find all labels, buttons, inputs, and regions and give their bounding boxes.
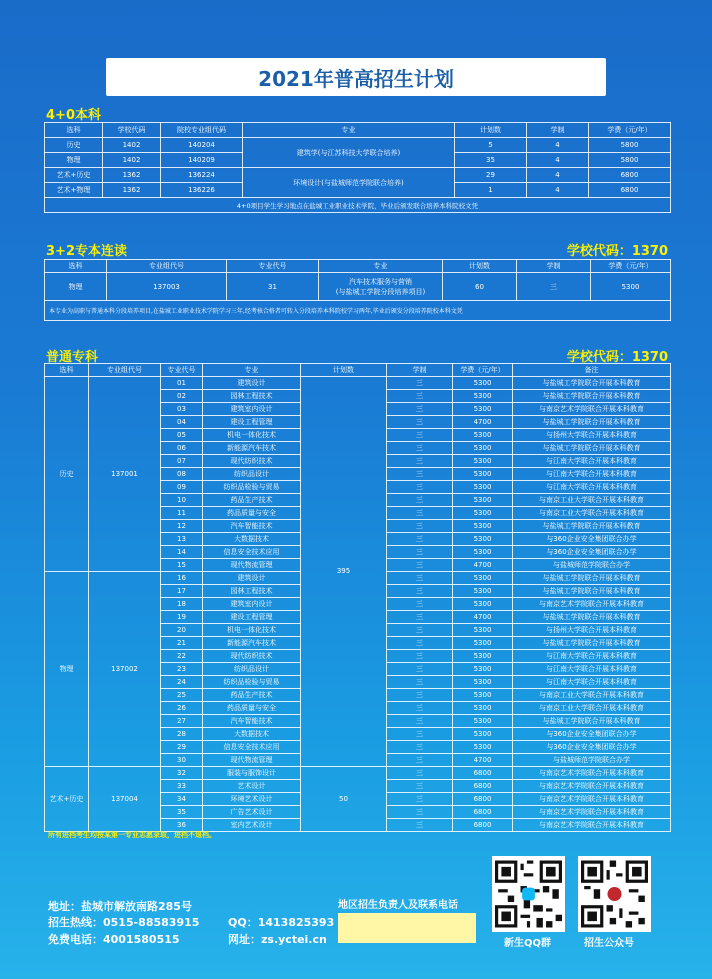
duration-cell: 三 — [387, 390, 453, 403]
remark-cell: 与江南大学联合开展本科教育 — [513, 676, 671, 689]
tuition-cell: 4700 — [453, 611, 513, 624]
tuition-cell: 5300 — [453, 728, 513, 741]
tuition-cell: 4700 — [453, 559, 513, 572]
table-cell: 1362 — [103, 183, 161, 198]
table-header-row — [45, 364, 671, 377]
table-header-row — [45, 260, 671, 273]
remark-cell: 与南京艺术学院联合开展本科教育 — [513, 780, 671, 793]
table-cell: 4 — [527, 183, 589, 198]
major-name-cell: 广告艺术设计 — [203, 806, 301, 819]
tuition-cell: 5300 — [453, 650, 513, 663]
major-name: 汽车技术服务与营销 — [349, 277, 412, 286]
duration-cell: 三 — [387, 611, 453, 624]
remark-cell: 与盐城工学院联合开展本科教育 — [513, 585, 671, 598]
major-code-cell: 23 — [161, 663, 203, 676]
major-code-cell: 32 — [161, 767, 203, 780]
page-title: 2021年普高招生计划 — [258, 66, 454, 91]
table-cell: 60 — [443, 273, 517, 301]
qr-code-icon — [495, 859, 562, 929]
subject-cell: 历史 — [45, 377, 89, 572]
table-cell: 5300 — [591, 273, 671, 301]
major-code-cell: 19 — [161, 611, 203, 624]
duration-cell: 三 — [387, 416, 453, 429]
tuition-cell: 5300 — [453, 598, 513, 611]
section2-header — [46, 240, 668, 259]
remark-cell: 与盐城工学院联合开展本科教育 — [513, 611, 671, 624]
column-header: 学校代码 — [103, 123, 161, 138]
major-code-cell: 20 — [161, 624, 203, 637]
duration-cell: 三 — [387, 624, 453, 637]
major-code-cell: 18 — [161, 598, 203, 611]
major-name-cell: 汽车智能技术 — [203, 715, 301, 728]
major-name-cell: 纺织品设计 — [203, 468, 301, 481]
duration-cell: 三 — [387, 507, 453, 520]
column-header: 学制 — [517, 260, 591, 273]
tuition-cell: 5300 — [453, 689, 513, 702]
duration-cell: 三 — [387, 481, 453, 494]
tuition-cell: 5300 — [453, 585, 513, 598]
major-name-cell: 药品生产技术 — [203, 494, 301, 507]
column-header: 计划数 — [301, 364, 387, 377]
table-cell: 建筑学(与江苏科技大学联合培养) — [243, 138, 455, 168]
column-header: 专业 — [243, 123, 455, 138]
duration-cell: 三 — [387, 559, 453, 572]
duration-cell: 三 — [387, 546, 453, 559]
subject-cell: 物理 — [45, 572, 89, 767]
duration-cell: 三 — [387, 715, 453, 728]
tuition-cell: 5300 — [453, 533, 513, 546]
major-name-cell: 艺术设计 — [203, 780, 301, 793]
remark-cell: 与扬州大学联合开展本科教育 — [513, 429, 671, 442]
major-name-cell: 药品质量与安全 — [203, 702, 301, 715]
duration-cell: 三 — [387, 494, 453, 507]
column-header: 学制 — [387, 364, 453, 377]
tuition-cell: 5300 — [453, 702, 513, 715]
major-name-cell: 建设工程管理 — [203, 416, 301, 429]
major-name-cell: 药品质量与安全 — [203, 507, 301, 520]
remark-cell: 与南京艺术学院联合开展本科教育 — [513, 767, 671, 780]
major-code-cell: 08 — [161, 468, 203, 481]
tuition-cell: 5300 — [453, 624, 513, 637]
tuition-cell: 5300 — [453, 546, 513, 559]
section1-title: 4+0本科 — [46, 108, 101, 123]
major-code-cell: 11 — [161, 507, 203, 520]
regional-contact-title: 地区招生负责人及联系电话 — [338, 900, 458, 911]
duration-cell: 三 — [387, 520, 453, 533]
section3-title: 普通专科 — [46, 350, 99, 365]
free-call-text: 免费电话：4001580515 — [48, 933, 180, 946]
table-note-row — [45, 301, 671, 321]
tuition-cell: 5300 — [453, 468, 513, 481]
duration-cell: 三 — [387, 702, 453, 715]
tuition-cell: 5300 — [453, 494, 513, 507]
tuition-cell: 6800 — [453, 780, 513, 793]
duration-cell: 三 — [387, 637, 453, 650]
remark-cell: 与南京工业大学联合开展本科教育 — [513, 702, 671, 715]
major-code-cell: 03 — [161, 403, 203, 416]
duration-cell: 三 — [387, 598, 453, 611]
table-cell — [319, 273, 443, 301]
tuition-cell: 5300 — [453, 390, 513, 403]
tuition-cell: 5300 — [453, 572, 513, 585]
table-cell: 艺术+历史 — [45, 168, 103, 183]
duration-cell: 三 — [387, 741, 453, 754]
remark-cell: 与南京艺术学院联合开展本科教育 — [513, 819, 671, 832]
qr-code-icon — [581, 859, 648, 929]
group-code-cell: 137004 — [89, 767, 161, 832]
tuition-cell: 5300 — [453, 676, 513, 689]
major-code-cell: 36 — [161, 819, 203, 832]
subject-cell: 艺术+历史 — [45, 767, 89, 832]
tuition-cell: 5300 — [453, 455, 513, 468]
table-cell: 136224 — [161, 168, 243, 183]
column-header: 学费（元/年） — [589, 123, 671, 138]
major-code-cell: 17 — [161, 585, 203, 598]
remark-cell: 与盐城工学院联合开展本科教育 — [513, 416, 671, 429]
table-cell: 140209 — [161, 153, 243, 168]
major-code-cell: 28 — [161, 728, 203, 741]
major-name-cell: 药品生产技术 — [203, 689, 301, 702]
table-row — [45, 168, 671, 183]
table-cell: 31 — [227, 273, 319, 301]
remark-cell: 与江南大学联合开展本科教育 — [513, 481, 671, 494]
table-header-row — [45, 123, 671, 138]
table-cell: 1402 — [103, 153, 161, 168]
major-code-cell: 15 — [161, 559, 203, 572]
table-cell: 29 — [455, 168, 527, 183]
remark-cell: 与盐城工学院联合开展本科教育 — [513, 442, 671, 455]
major-note: (与盐城工学院分段培养项目) — [335, 287, 426, 296]
tuition-cell: 5300 — [453, 403, 513, 416]
qq-text: QQ：1413825393 — [228, 916, 335, 929]
duration-cell: 三 — [387, 377, 453, 390]
plan-count-cell: 50 — [301, 767, 387, 832]
major-code-cell: 21 — [161, 637, 203, 650]
major-code-cell: 34 — [161, 793, 203, 806]
major-code-cell: 13 — [161, 533, 203, 546]
major-name-cell: 机电一体化技术 — [203, 624, 301, 637]
major-name-cell: 现代物流管理 — [203, 754, 301, 767]
tuition-cell: 5300 — [453, 442, 513, 455]
title-banner — [106, 58, 606, 96]
table-cell: 140204 — [161, 138, 243, 153]
remark-cell: 与盐城工学院联合开展本科教育 — [513, 637, 671, 650]
major-code-cell: 01 — [161, 377, 203, 390]
remark-cell: 与南京艺术学院联合开展本科教育 — [513, 598, 671, 611]
table-cell: 环境设计(与盐城师范学院联合培养) — [243, 168, 455, 198]
table-row — [45, 767, 671, 780]
tuition-cell: 6800 — [453, 793, 513, 806]
remark-cell: 与江南大学联合开展本科教育 — [513, 650, 671, 663]
table-row — [45, 273, 671, 301]
duration-cell: 三 — [387, 676, 453, 689]
table-cell: 4 — [527, 153, 589, 168]
remark-cell: 与盐城工学院联合开展本科教育 — [513, 520, 671, 533]
duration-cell: 三 — [387, 754, 453, 767]
major-name-cell: 新能源汽车技术 — [203, 442, 301, 455]
major-code-cell: 02 — [161, 390, 203, 403]
plan-count-cell: 395 — [301, 377, 387, 767]
column-header: 专业代号 — [161, 364, 203, 377]
qq-group-label: 新生QQ群 — [504, 938, 552, 949]
major-name-cell: 建筑室内设计 — [203, 598, 301, 611]
hotline-text: 招生热线：0515-88583915 — [48, 916, 200, 929]
table-cell: 137003 — [107, 273, 227, 301]
major-code-cell: 04 — [161, 416, 203, 429]
major-code-cell: 24 — [161, 676, 203, 689]
major-name-cell: 信息安全技术应用 — [203, 546, 301, 559]
table-cell: 5800 — [589, 153, 671, 168]
table-cell: 1402 — [103, 138, 161, 153]
duration-cell: 三 — [387, 689, 453, 702]
tuition-cell: 6800 — [453, 819, 513, 832]
column-header: 计划数 — [455, 123, 527, 138]
remark-cell: 与南京艺术学院联合开展本科教育 — [513, 793, 671, 806]
duration-cell: 三 — [387, 728, 453, 741]
duration-cell: 三 — [387, 806, 453, 819]
major-name-cell: 汽车智能技术 — [203, 520, 301, 533]
column-header: 专业 — [319, 260, 443, 273]
duration-cell: 三 — [387, 793, 453, 806]
remark-cell: 与江南大学联合开展本科教育 — [513, 663, 671, 676]
wechat-account-label: 招生公众号 — [584, 938, 634, 949]
column-header: 专业组代号 — [107, 260, 227, 273]
remark-cell: 与南京艺术学院联合开展本科教育 — [513, 403, 671, 416]
duration-cell: 三 — [387, 663, 453, 676]
section2-note: 本专业为高职与普通本科分段培养项目,在盐城工业职业技术学院学习三年,经考核合格者可转入分段培养本科院校学习两年,毕业后颁发分段培养院校本科文凭 — [45, 301, 671, 321]
group-code-cell: 137001 — [89, 377, 161, 572]
remark-cell: 与盐城工学院联合开展本科教育 — [513, 572, 671, 585]
remark-cell: 与江南大学联合开展本科教育 — [513, 455, 671, 468]
table-cell: 6800 — [589, 168, 671, 183]
table-cell: 6800 — [589, 183, 671, 198]
tuition-cell: 6800 — [453, 767, 513, 780]
major-code-cell: 35 — [161, 806, 203, 819]
tuition-cell: 5300 — [453, 663, 513, 676]
major-code-cell: 07 — [161, 455, 203, 468]
remark-cell: 与360企业安全集团联合办学 — [513, 533, 671, 546]
table-cell: 历史 — [45, 138, 103, 153]
wechat-account-qr-code — [578, 856, 651, 932]
section2-table — [44, 259, 671, 321]
address-text: 地址：盐城市解放南路285号 — [48, 900, 192, 913]
table-cell: 4 — [527, 168, 589, 183]
major-code-cell: 14 — [161, 546, 203, 559]
table-cell: 5 — [455, 138, 527, 153]
section1-header — [46, 104, 668, 123]
duration-cell: 三 — [387, 442, 453, 455]
table-cell: 物理 — [45, 273, 107, 301]
major-code-cell: 09 — [161, 481, 203, 494]
remark-cell: 与江南大学联合开展本科教育 — [513, 468, 671, 481]
section2-title: 3+2专本连读 — [46, 244, 127, 259]
column-header: 选科 — [45, 123, 103, 138]
section3-table — [44, 363, 671, 832]
major-name-cell: 园林工程技术 — [203, 390, 301, 403]
group-code-cell: 137002 — [89, 572, 161, 767]
major-code-cell: 10 — [161, 494, 203, 507]
major-name-cell: 建筑设计 — [203, 377, 301, 390]
major-name-cell: 新能源汽车技术 — [203, 637, 301, 650]
major-name-cell: 纺织品设计 — [203, 663, 301, 676]
major-code-cell: 22 — [161, 650, 203, 663]
section2-school-code: 学校代码：1370 — [566, 244, 668, 259]
major-name-cell: 纺织品检验与贸易 — [203, 481, 301, 494]
duration-cell: 三 — [387, 585, 453, 598]
major-code-cell: 16 — [161, 572, 203, 585]
column-header: 专业组代号 — [89, 364, 161, 377]
remark-cell: 与盐城工学院联合开展本科教育 — [513, 715, 671, 728]
major-code-cell: 25 — [161, 689, 203, 702]
remark-cell: 与360企业安全集团联合办学 — [513, 546, 671, 559]
table-cell: 物理 — [45, 153, 103, 168]
major-name-cell: 信息安全技术应用 — [203, 741, 301, 754]
tuition-cell: 6800 — [453, 806, 513, 819]
table-cell: 4 — [527, 138, 589, 153]
tuition-cell: 5300 — [453, 377, 513, 390]
remark-cell: 与盐城师范学院联合办学 — [513, 754, 671, 767]
table-cell: 1 — [455, 183, 527, 198]
tuition-cell: 5300 — [453, 741, 513, 754]
website-link[interactable]: 网址：zs.yctei.cn — [228, 933, 327, 946]
qq-group-qr-code — [492, 856, 565, 932]
remark-cell: 与盐城工学院联合开展本科教育 — [513, 390, 671, 403]
table-cell: 136226 — [161, 183, 243, 198]
tuition-cell: 5300 — [453, 481, 513, 494]
column-header: 学费（元/年） — [591, 260, 671, 273]
major-code-cell: 12 — [161, 520, 203, 533]
column-header: 学制 — [527, 123, 589, 138]
major-code-cell: 30 — [161, 754, 203, 767]
major-name-cell: 建设工程管理 — [203, 611, 301, 624]
section1-table — [44, 122, 671, 213]
major-name-cell: 机电一体化技术 — [203, 429, 301, 442]
remark-cell: 与南京工业大学联合开展本科教育 — [513, 494, 671, 507]
major-name-cell: 园林工程技术 — [203, 585, 301, 598]
column-header: 院校专业组代码 — [161, 123, 243, 138]
remark-cell: 与南京艺术学院联合开展本科教育 — [513, 806, 671, 819]
duration-cell: 三 — [387, 780, 453, 793]
regional-contact-box — [338, 913, 476, 943]
tuition-cell: 5300 — [453, 520, 513, 533]
section1-note: 4+0项目学生学习地点在盐城工业职业技术学院，毕业后颁发联合培养本科院校文凭 — [45, 198, 671, 213]
column-header: 选科 — [45, 364, 89, 377]
duration-cell: 三 — [387, 455, 453, 468]
major-code-cell: 27 — [161, 715, 203, 728]
remark-cell: 与盐城师范学院联合办学 — [513, 559, 671, 572]
remark-cell: 与南京工业大学联合开展本科教育 — [513, 689, 671, 702]
table-cell: 5800 — [589, 138, 671, 153]
column-header: 备注 — [513, 364, 671, 377]
major-name-cell: 现代纺织技术 — [203, 455, 301, 468]
duration-cell: 三 — [387, 819, 453, 832]
duration-cell: 三 — [387, 403, 453, 416]
major-name-cell: 现代物流管理 — [203, 559, 301, 572]
table-cell: 三 — [517, 273, 591, 301]
major-name-cell: 环境艺术设计 — [203, 793, 301, 806]
major-code-cell: 06 — [161, 442, 203, 455]
section3-school-code: 学校代码：1370 — [566, 350, 668, 365]
major-name-cell: 建筑设计 — [203, 572, 301, 585]
major-code-cell: 26 — [161, 702, 203, 715]
duration-cell: 三 — [387, 767, 453, 780]
remark-cell: 与扬州大学联合开展本科教育 — [513, 624, 671, 637]
remark-cell: 与南京工业大学联合开展本科教育 — [513, 507, 671, 520]
major-name-cell: 现代纺织技术 — [203, 650, 301, 663]
duration-cell: 三 — [387, 468, 453, 481]
major-code-cell: 05 — [161, 429, 203, 442]
remark-cell: 与360企业安全集团联合办学 — [513, 728, 671, 741]
table-cell: 艺术+物理 — [45, 183, 103, 198]
column-header: 选科 — [45, 260, 107, 273]
major-name-cell: 室内艺术设计 — [203, 819, 301, 832]
remark-cell: 与360企业安全集团联合办学 — [513, 741, 671, 754]
tuition-cell: 5300 — [453, 429, 513, 442]
tuition-cell: 5300 — [453, 507, 513, 520]
major-code-cell: 33 — [161, 780, 203, 793]
column-header: 专业 — [203, 364, 301, 377]
table-cell: 1362 — [103, 168, 161, 183]
duration-cell: 三 — [387, 650, 453, 663]
duration-cell: 三 — [387, 429, 453, 442]
tuition-cell: 5300 — [453, 637, 513, 650]
major-code-cell: 29 — [161, 741, 203, 754]
table-row — [45, 377, 671, 390]
duration-cell: 三 — [387, 533, 453, 546]
major-name-cell: 纺织品检验与贸易 — [203, 676, 301, 689]
tuition-cell: 4700 — [453, 754, 513, 767]
tuition-cell: 4700 — [453, 416, 513, 429]
major-name-cell: 大数据技术 — [203, 533, 301, 546]
remark-cell: 与盐城工学院联合开展本科教育 — [513, 377, 671, 390]
table-row — [45, 138, 671, 153]
admission-footnote: 所有进档考生均按某第一专业志愿录取，进档不退档。 — [48, 831, 216, 839]
table-note-row — [45, 198, 671, 213]
table-cell: 35 — [455, 153, 527, 168]
major-name-cell: 服装与服饰设计 — [203, 767, 301, 780]
tuition-cell: 5300 — [453, 715, 513, 728]
column-header: 计划数 — [443, 260, 517, 273]
column-header: 专业代号 — [227, 260, 319, 273]
duration-cell: 三 — [387, 572, 453, 585]
major-name-cell: 建筑室内设计 — [203, 403, 301, 416]
major-name-cell: 大数据技术 — [203, 728, 301, 741]
column-header: 学费（元/年） — [453, 364, 513, 377]
